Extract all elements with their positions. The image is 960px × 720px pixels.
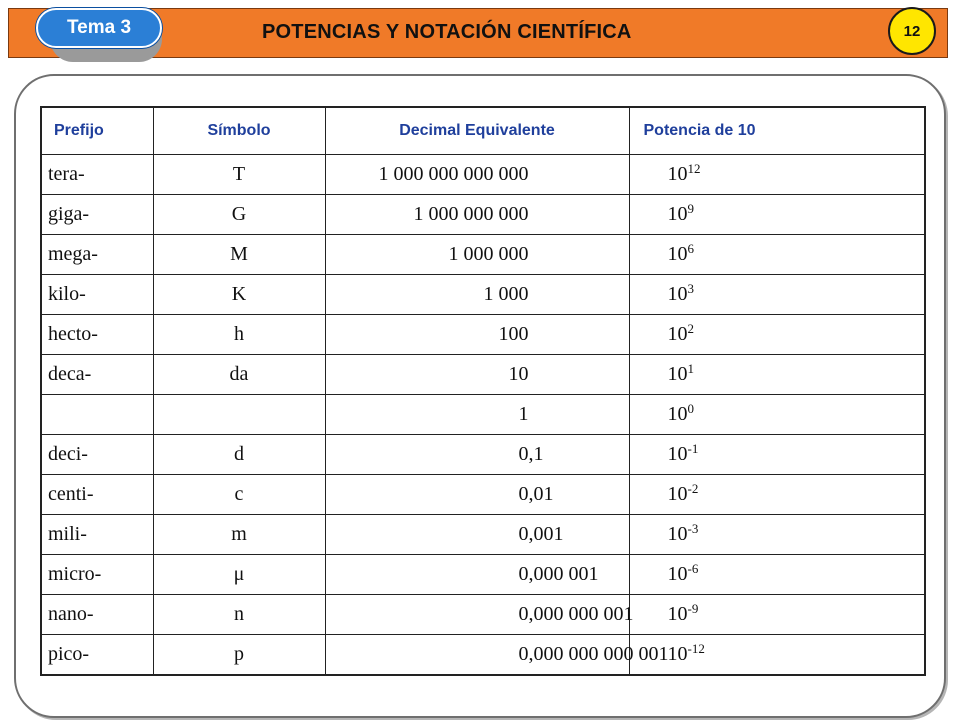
table-row (41, 315, 925, 355)
prefix-cell: centi- (41, 475, 153, 515)
prefix-cell: deci- (41, 435, 153, 475)
power-exponent: 12 (687, 161, 701, 176)
decimal-integer-part: 1 000 (483, 283, 529, 305)
decimal-cell (325, 395, 629, 435)
decimal-cell (325, 635, 669, 676)
power-exponent: 9 (687, 201, 694, 216)
symbol-cell: T (153, 155, 325, 195)
decimal-integer-part: 100 (498, 323, 529, 345)
symbol-cell: d (153, 435, 325, 475)
power-base: 10 (667, 603, 688, 625)
decimal-cell (325, 195, 629, 235)
symbol-cell: K (153, 275, 325, 315)
power-base: 10 (667, 283, 688, 305)
page-title: POTENCIAS Y NOTACIÓN CIENTÍFICA (262, 21, 632, 43)
power-exponent: -3 (687, 521, 699, 536)
prefix-cell (41, 395, 153, 435)
power-cell (629, 275, 925, 315)
column-header-decimal: Decimal Equivalente (325, 107, 629, 155)
power-cell (629, 595, 925, 635)
decimal-integer-part: 0 (518, 523, 529, 545)
power-base: 10 (667, 403, 688, 425)
power-base: 10 (667, 483, 688, 505)
decimal-cell (325, 595, 634, 635)
table-row (41, 195, 925, 235)
table-row (41, 275, 925, 315)
symbol-cell: m (153, 515, 325, 555)
symbol-cell: c (153, 475, 325, 515)
decimal-fraction-part: ,000 000 000 001 (528, 643, 669, 665)
power-cell (629, 195, 925, 235)
table-header-row (41, 107, 925, 155)
power-exponent: 0 (687, 401, 694, 416)
prefix-cell: hecto- (41, 315, 153, 355)
table-row (41, 595, 925, 635)
prefix-cell: giga- (41, 195, 153, 235)
power-exponent: -1 (687, 441, 699, 456)
power-base: 10 (667, 323, 688, 345)
prefix-cell: kilo- (41, 275, 153, 315)
symbol-cell: n (153, 595, 325, 635)
decimal-integer-part: 10 (508, 363, 529, 385)
power-exponent: -12 (687, 641, 705, 656)
power-base: 10 (667, 523, 688, 545)
decimal-integer-part: 1 000 000 (448, 243, 529, 265)
power-cell (629, 555, 925, 595)
power-cell (629, 315, 925, 355)
power-exponent: 1 (687, 361, 694, 376)
prefix-cell: mili- (41, 515, 153, 555)
table-row (41, 435, 925, 475)
prefix-cell: mega- (41, 235, 153, 275)
decimal-fraction-part: ,001 (528, 523, 564, 545)
power-cell (629, 395, 925, 435)
decimal-cell (325, 515, 629, 555)
symbol-cell: h (153, 315, 325, 355)
decimal-cell (325, 155, 629, 195)
page-number-badge: 12 (888, 7, 936, 55)
symbol-cell: G (153, 195, 325, 235)
table-row (41, 475, 925, 515)
power-cell (629, 235, 925, 275)
power-exponent: 2 (687, 321, 694, 336)
decimal-cell (325, 355, 629, 395)
power-base: 10 (667, 643, 688, 665)
power-cell (629, 355, 925, 395)
power-base: 10 (667, 563, 688, 585)
power-exponent: 6 (687, 241, 694, 256)
power-base: 10 (667, 363, 688, 385)
prefix-cell: pico- (41, 635, 153, 676)
decimal-fraction-part: ,000 001 (528, 563, 599, 585)
decimal-integer-part: 0 (518, 483, 529, 505)
topic-badge[interactable]: Tema 3 (36, 8, 162, 48)
table-row (41, 395, 925, 435)
decimal-integer-part: 0 (518, 603, 529, 625)
power-cell (629, 635, 925, 676)
decimal-integer-part: 1 000 000 000 (413, 203, 529, 225)
decimal-cell (325, 475, 629, 515)
power-exponent: -6 (687, 561, 699, 576)
symbol-cell: M (153, 235, 325, 275)
column-header-power: Potencia de 10 (629, 107, 925, 155)
decimal-cell (325, 435, 629, 475)
symbol-cell (153, 395, 325, 435)
decimal-cell (325, 555, 629, 595)
power-cell (629, 475, 925, 515)
column-header-symbol: Símbolo (153, 107, 325, 155)
prefix-cell: micro- (41, 555, 153, 595)
decimal-fraction-part: ,1 (528, 443, 544, 465)
column-header-prefix: Prefijo (41, 107, 153, 155)
decimal-cell (325, 275, 629, 315)
power-exponent: -9 (687, 601, 699, 616)
table-row (41, 515, 925, 555)
symbol-cell: μ (153, 555, 325, 595)
decimal-fraction-part: ,000 000 001 (528, 603, 634, 625)
power-cell (629, 155, 925, 195)
power-base: 10 (667, 443, 688, 465)
decimal-integer-part: 0 (518, 643, 529, 665)
table-row (41, 355, 925, 395)
decimal-integer-part: 1 000 000 000 000 (378, 163, 529, 185)
decimal-integer-part: 1 (518, 403, 529, 425)
prefix-table (40, 106, 926, 676)
power-base: 10 (667, 163, 688, 185)
prefix-cell: nano- (41, 595, 153, 635)
decimal-fraction-part: ,01 (528, 483, 554, 505)
decimal-cell (325, 315, 629, 355)
power-cell (629, 515, 925, 555)
table-row (41, 555, 925, 595)
table-row (41, 155, 925, 195)
symbol-cell: p (153, 635, 325, 676)
power-exponent: 3 (687, 281, 694, 296)
prefix-cell: deca- (41, 355, 153, 395)
symbol-cell: da (153, 355, 325, 395)
decimal-cell (325, 235, 629, 275)
table-row (41, 635, 925, 676)
decimal-integer-part: 0 (518, 443, 529, 465)
table-row (41, 235, 925, 275)
power-base: 10 (667, 243, 688, 265)
power-cell (629, 435, 925, 475)
prefix-cell: tera- (41, 155, 153, 195)
power-exponent: -2 (687, 481, 699, 496)
power-base: 10 (667, 203, 688, 225)
decimal-integer-part: 0 (518, 563, 529, 585)
